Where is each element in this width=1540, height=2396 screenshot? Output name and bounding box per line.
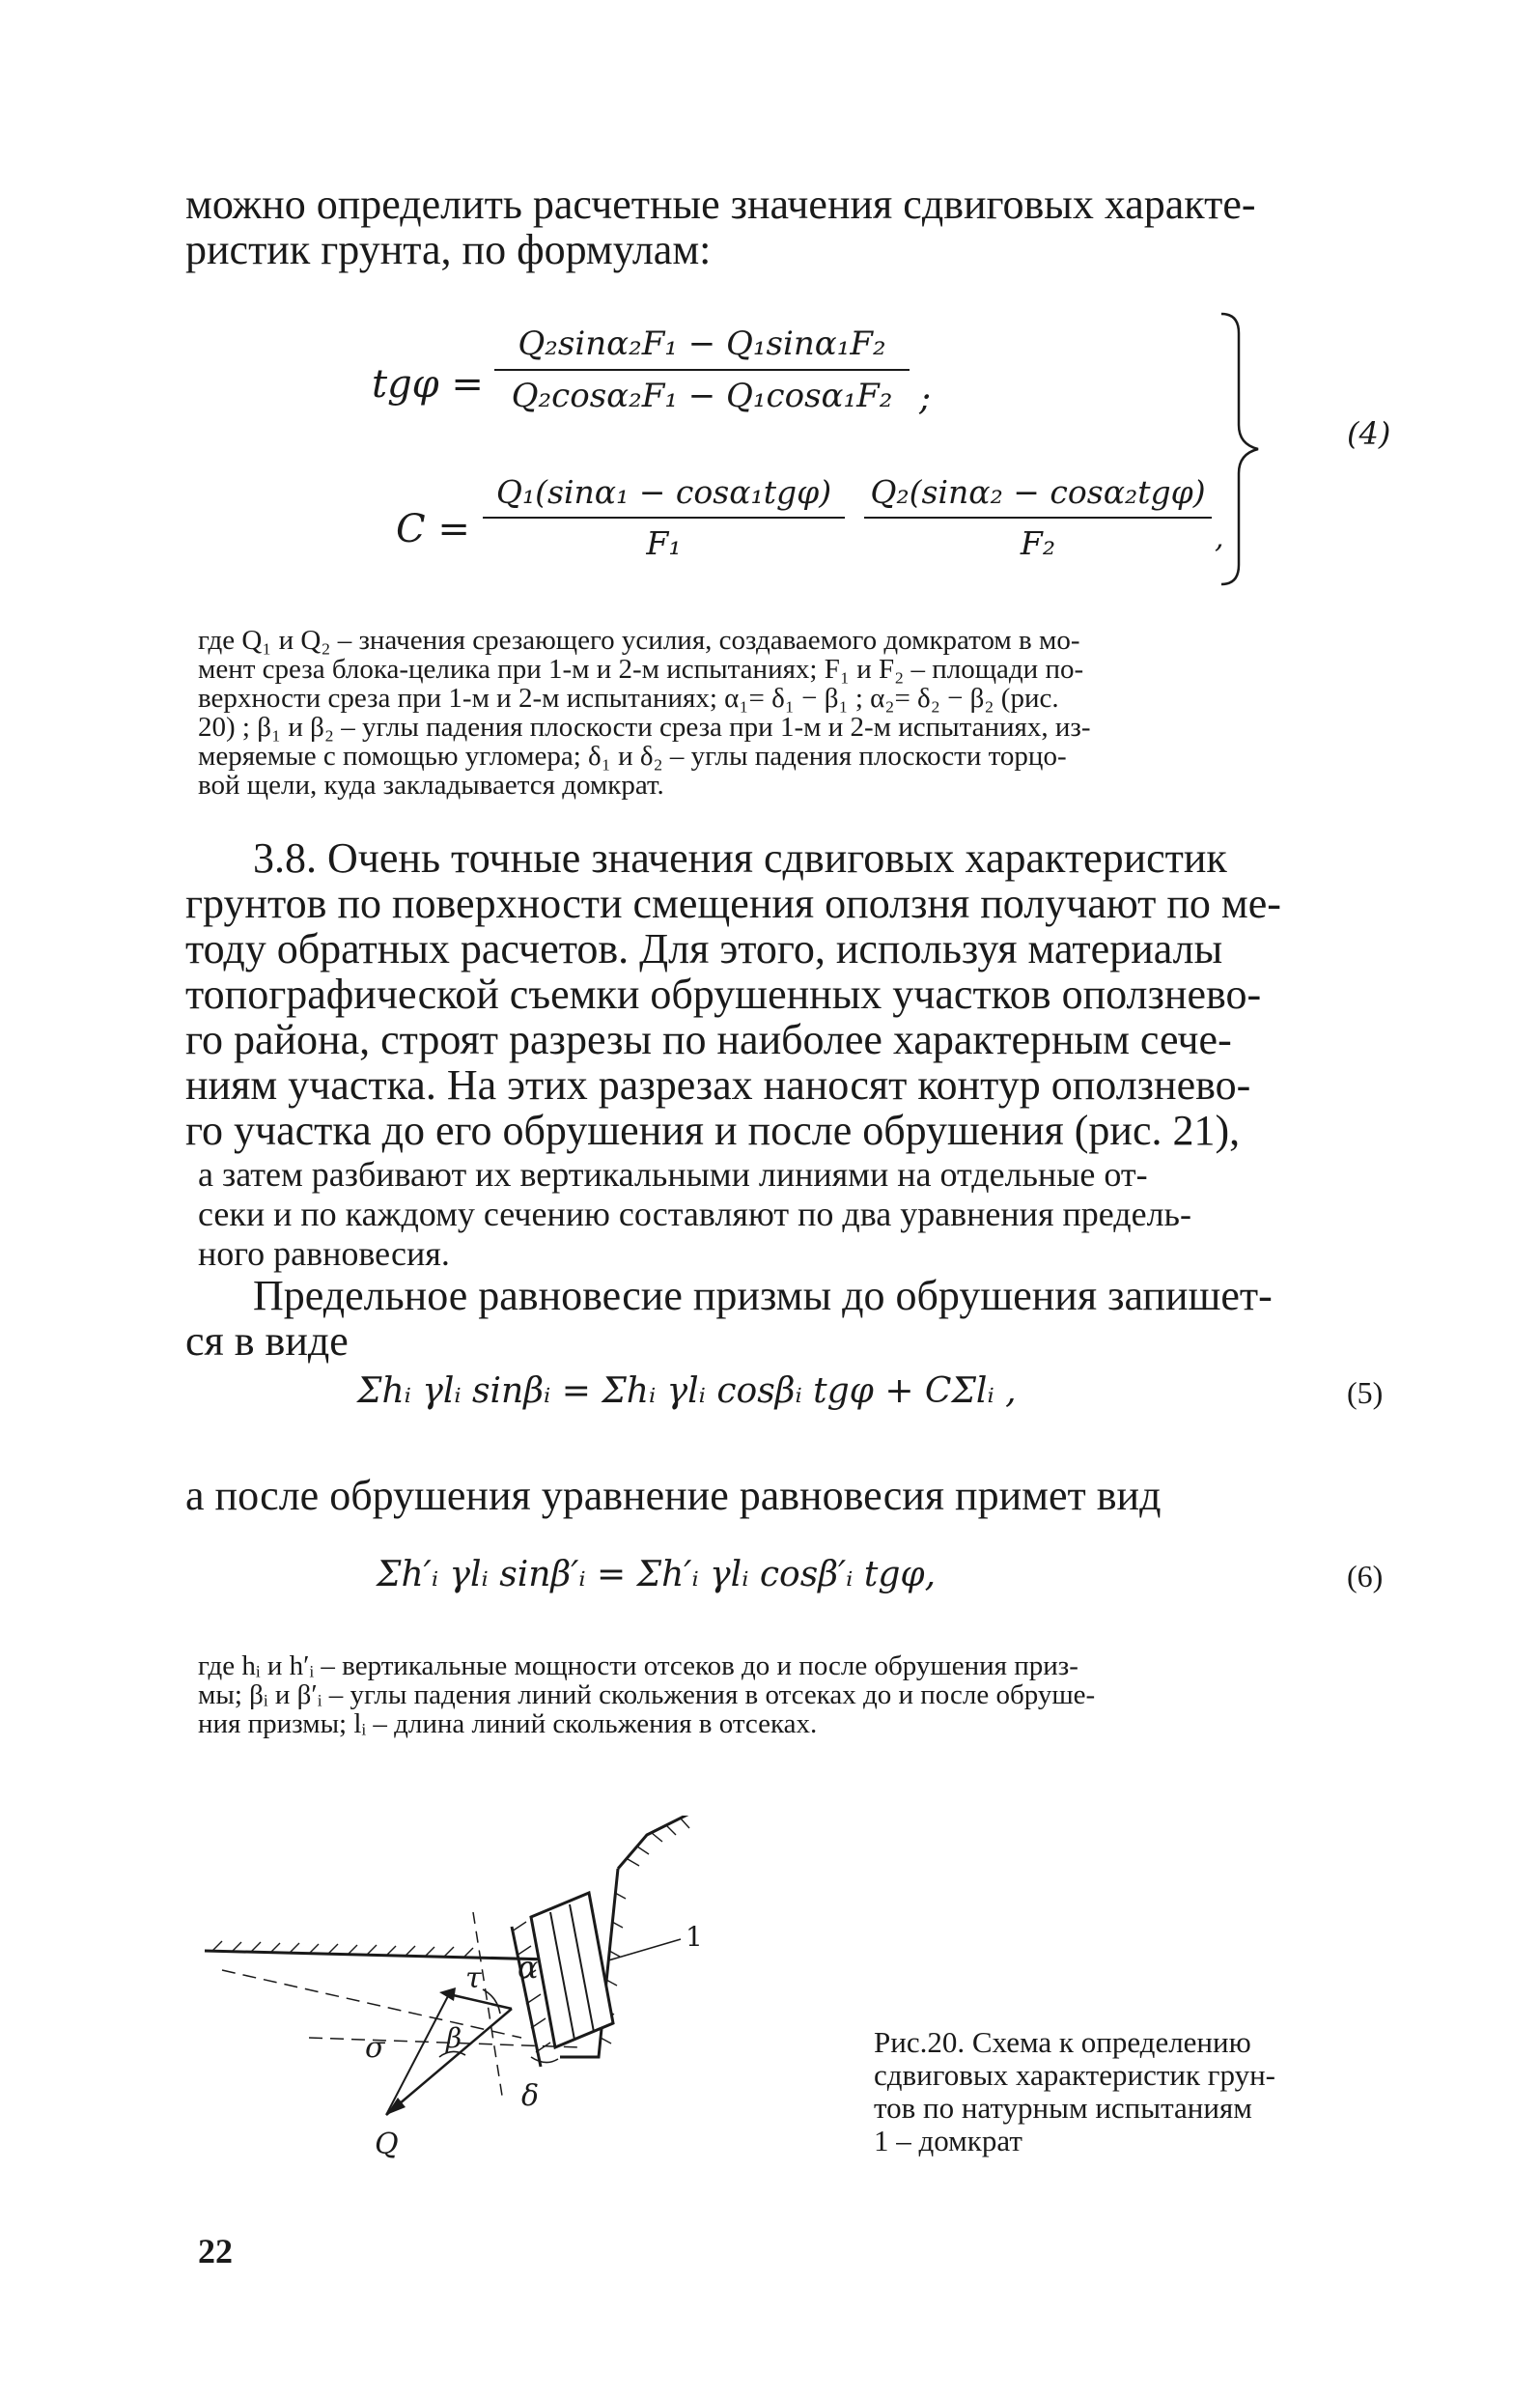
note-1	[198, 626, 1386, 800]
note-1-line: мент среза блока-целика при 1-м и 2-м испытаниях; F₁ и F₂ – площади по-	[198, 654, 1084, 685]
paragraph-line: грунтов по поверхности смещения оползня получают по ме-	[185, 880, 1281, 927]
note-2	[198, 1651, 1386, 1738]
eq4-sep2: ,	[1215, 521, 1224, 555]
note-2-line: ния призмы; lᵢ – длина линий скольжения в отсеках.	[198, 1708, 818, 1739]
label-delta: δ	[521, 2079, 540, 2113]
equation-6: Σh′ᵢ γlᵢ sinβ′ᵢ = Σh′ᵢ γlᵢ cosβ′ᵢ tgφ,	[377, 1555, 937, 1594]
paragraph-3-8	[185, 835, 1392, 1153]
equation-5: Σhᵢ γlᵢ sinβᵢ = Σhᵢ γlᵢ cosβᵢ tgφ + CΣlᵢ ,	[357, 1371, 1017, 1411]
eq6-number: (6)	[1347, 1559, 1384, 1593]
label-alpha: α	[518, 1949, 539, 1986]
paragraph-line: топографической съемки обрушенных участков оползнево-	[185, 971, 1262, 1018]
eq4-frac3-numerator: Q₂(sinα₂ − cosα₂tgφ)	[870, 473, 1206, 511]
note-1-line: 20) ; β₁ и β₂ – углы падения плоскости среза при 1-м и 2-м испытаниях, из-	[198, 712, 1091, 743]
page-number: 22	[198, 2232, 233, 2270]
note-2-line: мы; βᵢ и β′ᵢ – углы падения линий скольжения в отсеках до и после обруше-	[198, 1679, 1096, 1710]
paragraph-line: ниям участка. На этих разрезах наносят контур оползнево-	[185, 1061, 1251, 1109]
note-1-line: верхности среза при 1-м и 2-м испытаниях; α₁= δ₁ − β₁ ; α₂= δ₂ − β₂ (рис.	[198, 683, 1059, 714]
paragraph-line: Предельное равновесие призмы до обрушения запишет-	[253, 1272, 1273, 1319]
dashed-line	[309, 2038, 579, 2047]
caption-line: Рис.20. Схема к определению	[874, 2025, 1251, 2059]
note-1-line: вой щели, куда закладывается домкрат.	[198, 770, 664, 801]
paragraph-before-eq5	[185, 1273, 1392, 1364]
equation-4	[0, 0, 1540, 657]
note-1-line: где Q₁ и Q₂ – значения срезающего усилия, создаваемого домкратом в мо-	[198, 625, 1080, 656]
force-tau-vector	[449, 1994, 512, 2009]
figure-20-caption	[874, 2026, 1395, 2157]
eq4-lhs-tg: tgφ =	[372, 362, 484, 407]
eq4-frac3	[864, 473, 1212, 562]
eq4-frac1-numerator: Q₂sinα₂F₁ − Q₁sinα₁F₂	[518, 324, 886, 363]
label-beta: β	[446, 2022, 462, 2054]
eq4-frac2-denominator: F₁	[646, 524, 682, 562]
force-sigma-vector	[386, 1994, 449, 2115]
label-sigma: σ	[365, 2031, 385, 2065]
eq4-sep1: ;	[919, 379, 932, 418]
eq4-number: (4)	[1347, 415, 1391, 452]
paragraph-line: 3.8. Очень точные значения сдвиговых характеристик	[253, 834, 1227, 882]
paragraph-3-8-tail	[198, 1155, 1395, 1274]
jack-leader-line	[608, 1939, 681, 1960]
paragraph-line: ного равновесия.	[198, 1234, 450, 1273]
eq5-number: (5)	[1347, 1375, 1384, 1410]
paragraph-line: ся в виде	[185, 1317, 349, 1365]
label-tau: τ	[465, 1961, 482, 1995]
eq4-frac3-denominator: F₂	[1020, 524, 1056, 562]
eq4-frac1	[494, 324, 910, 415]
paragraph-before-eq6: а после обрушения уравнение равновесия примет вид	[185, 1472, 1162, 1519]
paragraph-line: а затем разбивают их вертикальными линиями на отдельные от-	[198, 1155, 1148, 1194]
eq4-frac1-denominator: Q₂cosα₂F₁ − Q₁cosα₁F₂	[511, 377, 893, 415]
paragraph-line: го района, строят разрезы по наиболее характерным сече-	[185, 1016, 1232, 1063]
label-q: Q	[375, 2128, 399, 2161]
note-2-line: где hᵢ и h′ᵢ – вертикальные мощности отсеков до и после обрушения приз-	[198, 1650, 1078, 1681]
paragraph-line: го участка до его обрушения и после обрушения (рис. 21),	[185, 1107, 1241, 1154]
note-1-line: меряемые с помощью угломера; δ₁ и δ₂ – углы падения плоскости торцо-	[198, 741, 1067, 772]
eq4-frac2	[483, 473, 845, 562]
figure-20-diagram	[193, 1816, 734, 2173]
paragraph-line: секи и по каждому сечению составляют по два уравнения предель-	[198, 1195, 1191, 1233]
angle-delta-arc	[531, 2057, 558, 2063]
caption-line: сдвиговых характеристик грун-	[874, 2058, 1276, 2092]
eq4-lhs-c: C =	[396, 507, 470, 551]
caption-line: тов по натурным испытаниям	[874, 2091, 1252, 2125]
right-brace-icon	[1212, 309, 1279, 589]
intro-line: можно определить расчетные значения сдвиговых характе-	[185, 181, 1256, 228]
label-one: 1	[686, 1921, 703, 1953]
paragraph-line: тоду обратных расчетов. Для этого, используя материалы	[185, 925, 1223, 972]
eq4-frac2-numerator: Q₁(sinα₁ − cosα₁tgφ)	[495, 473, 832, 511]
slope-hatch	[628, 1818, 689, 1866]
caption-line: 1 – домкрат	[874, 2124, 1022, 2157]
intro-line: ристик грунта, по формулам:	[185, 226, 712, 273]
